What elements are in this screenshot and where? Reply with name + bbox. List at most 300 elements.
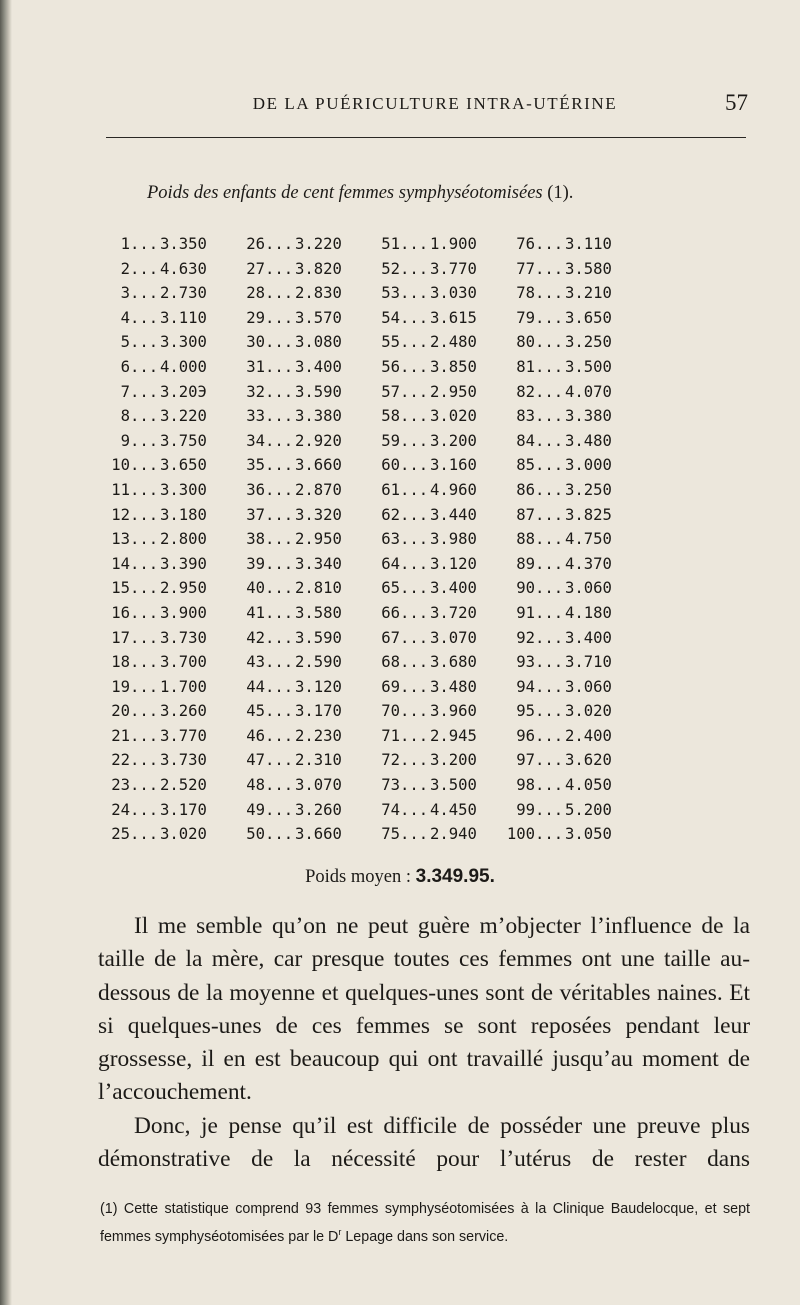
patient-number: 13: [111, 530, 130, 549]
birth-weight: 2.920: [295, 431, 342, 450]
table-row: [100, 503, 640, 528]
leader-dots: ...: [400, 308, 429, 327]
table-cell: [235, 798, 370, 823]
patient-number: 32: [246, 382, 265, 401]
leader-dots: ...: [535, 603, 564, 622]
leader-dots: ...: [535, 677, 564, 696]
birth-weight: 3.660: [295, 456, 342, 475]
leader-dots: ...: [535, 702, 564, 721]
leader-dots: ...: [400, 579, 429, 598]
birth-weight: 4.180: [565, 603, 612, 622]
table-row: [100, 576, 640, 601]
patient-number: 25: [111, 825, 130, 844]
table-row: [100, 281, 640, 306]
leader-dots: ...: [400, 480, 429, 499]
patient-number: 71: [381, 726, 400, 745]
table-cell: [100, 429, 235, 454]
patient-number: 76: [516, 235, 535, 253]
leader-dots: ...: [130, 554, 159, 573]
table-cell: [100, 822, 235, 847]
table-cell: [100, 798, 235, 823]
table-row: [100, 675, 640, 700]
patient-number: 34: [246, 431, 265, 450]
leader-dots: ...: [535, 382, 564, 401]
birth-weight: 4.450: [430, 800, 477, 819]
patient-number: 96: [516, 726, 535, 745]
leader-dots: ...: [265, 825, 294, 844]
patient-number: 39: [246, 554, 265, 573]
table-cell: [370, 281, 505, 306]
birth-weight: 3.300: [160, 333, 207, 352]
leader-dots: ...: [400, 628, 429, 647]
table-cell: [100, 699, 235, 724]
patient-number: 4: [120, 308, 130, 327]
table-cell: [235, 306, 370, 331]
patient-number: 92: [516, 628, 535, 647]
leader-dots: ...: [265, 554, 294, 573]
birth-weight: 3.825: [565, 505, 612, 524]
table-cell: [235, 355, 370, 380]
patient-number: 19: [111, 677, 130, 696]
table-cell: [100, 601, 235, 626]
birth-weight: 3.380: [295, 407, 342, 426]
table-cell: [505, 699, 640, 724]
patient-number: 65: [381, 579, 400, 598]
table-cell: [505, 675, 640, 700]
patient-number: 88: [516, 530, 535, 549]
table-cell: [370, 404, 505, 429]
leader-dots: ...: [535, 825, 564, 844]
table-cell: [370, 675, 505, 700]
patient-number: 66: [381, 603, 400, 622]
patient-number: 82: [516, 382, 535, 401]
birth-weight: 3.170: [295, 702, 342, 721]
patient-number: 59: [381, 431, 400, 450]
birth-weight: 2.520: [160, 776, 207, 795]
patient-number: 90: [516, 579, 535, 598]
caption-note-ref: (1).: [547, 183, 574, 203]
table-row: [100, 552, 640, 577]
leader-dots: ...: [265, 579, 294, 598]
birth-weight: 2.810: [295, 579, 342, 598]
patient-number: 63: [381, 530, 400, 549]
patient-number: 48: [246, 776, 265, 795]
page-number: 57: [725, 90, 748, 115]
table-cell: [235, 503, 370, 528]
table-cell: [235, 404, 370, 429]
table-cell: [505, 822, 640, 847]
patient-number: 7: [120, 382, 130, 401]
birth-weight: 3.680: [430, 653, 477, 672]
birth-weight: 3.900: [160, 603, 207, 622]
birth-weight: 2.950: [295, 530, 342, 549]
table-cell: [100, 552, 235, 577]
leader-dots: ...: [535, 751, 564, 770]
birth-weight: 3.660: [295, 825, 342, 844]
table-cell: [505, 429, 640, 454]
leader-dots: ...: [130, 825, 159, 844]
leader-dots: ...: [400, 677, 429, 696]
patient-number: 54: [381, 308, 400, 327]
patient-number: 55: [381, 333, 400, 352]
leader-dots: ...: [265, 530, 294, 549]
birth-weight: 3.020: [565, 702, 612, 721]
birth-weight: 3.730: [160, 751, 207, 770]
birth-weight: 3.110: [160, 308, 207, 327]
birth-weight: 3.590: [295, 628, 342, 647]
leader-dots: ...: [265, 308, 294, 327]
table-row: [100, 478, 640, 503]
leader-dots: ...: [400, 776, 429, 795]
birth-weight: 1.900: [430, 235, 477, 253]
leader-dots: ...: [265, 603, 294, 622]
running-title: DE LA PUÉRICULTURE INTRA-UTÉRINE: [252, 94, 618, 113]
patient-number: 12: [111, 505, 130, 524]
table-caption: [147, 183, 767, 204]
leader-dots: ...: [400, 653, 429, 672]
birth-weight: 3.570: [295, 308, 342, 327]
table-cell: [505, 503, 640, 528]
patient-number: 51: [381, 235, 400, 253]
birth-weight: 4.070: [565, 382, 612, 401]
body-text: [98, 910, 750, 1176]
birth-weight: 3.350: [160, 235, 207, 253]
patient-number: 42: [246, 628, 265, 647]
leader-dots: ...: [400, 235, 429, 253]
birth-weight: 2.870: [295, 480, 342, 499]
table-cell: [100, 453, 235, 478]
patient-number: 5: [120, 333, 130, 352]
patient-number: 79: [516, 308, 535, 327]
leader-dots: ...: [265, 726, 294, 745]
table-cell: [100, 281, 235, 306]
caption-text: Poids des enfants de cent femmes symphyséotomisées: [147, 183, 543, 203]
birth-weight: 3.770: [430, 259, 477, 278]
leader-dots: ...: [265, 505, 294, 524]
birth-weight: 3.700: [160, 653, 207, 672]
patient-number: 6: [120, 357, 130, 376]
birth-weight: 2.400: [565, 726, 612, 745]
patient-number: 89: [516, 554, 535, 573]
mean-weight: [0, 866, 800, 888]
table-cell: [235, 748, 370, 773]
table-cell: [505, 552, 640, 577]
leader-dots: ...: [265, 259, 294, 278]
birth-weight: 3.590: [295, 382, 342, 401]
header-rule: [106, 137, 746, 138]
table-row: [100, 380, 640, 405]
patient-number: 58: [381, 407, 400, 426]
table-cell: [100, 380, 235, 405]
mean-label: Poids moyen :: [305, 867, 411, 887]
patient-number: 20: [111, 702, 130, 721]
birth-weight: 3.720: [430, 603, 477, 622]
leader-dots: ...: [400, 382, 429, 401]
birth-weight: 3.400: [295, 357, 342, 376]
table-cell: [370, 626, 505, 651]
patient-number: 41: [246, 603, 265, 622]
table-cell: [370, 798, 505, 823]
table-cell: [370, 699, 505, 724]
patient-number: 91: [516, 603, 535, 622]
leader-dots: ...: [265, 382, 294, 401]
table-cell: [505, 626, 640, 651]
birth-weight: 3.480: [565, 431, 612, 450]
table-row: [100, 330, 640, 355]
table-cell: [235, 527, 370, 552]
table-row: [100, 626, 640, 651]
patient-number: 3: [120, 284, 130, 303]
birth-weight: 3.060: [565, 579, 612, 598]
birth-weight: 3.070: [430, 628, 477, 647]
birth-weight: 3.400: [565, 628, 612, 647]
leader-dots: ...: [535, 480, 564, 499]
birth-weight: 3.380: [565, 407, 612, 426]
patient-number: 30: [246, 333, 265, 352]
patient-number: 69: [381, 677, 400, 696]
table-cell: [505, 257, 640, 282]
leader-dots: ...: [265, 456, 294, 475]
patient-number: 9: [120, 431, 130, 450]
table-cell: [505, 798, 640, 823]
table-cell: [370, 306, 505, 331]
patient-number: 22: [111, 751, 130, 770]
leader-dots: ...: [130, 677, 159, 696]
patient-number: 67: [381, 628, 400, 647]
patient-number: 83: [516, 407, 535, 426]
table-cell: [370, 355, 505, 380]
book-spine-shadow: [0, 0, 12, 1305]
table-cell: [505, 773, 640, 798]
leader-dots: ...: [130, 603, 159, 622]
leader-dots: ...: [265, 480, 294, 499]
table-cell: [505, 404, 640, 429]
table-row: [100, 257, 640, 282]
leader-dots: ...: [400, 505, 429, 524]
table-cell: [100, 675, 235, 700]
birth-weight: 3.260: [160, 702, 207, 721]
leader-dots: ...: [130, 259, 159, 278]
patient-number: 61: [381, 480, 400, 499]
patient-number: 80: [516, 333, 535, 352]
footnote: [100, 1198, 750, 1249]
leader-dots: ...: [535, 653, 564, 672]
leader-dots: ...: [400, 357, 429, 376]
patient-number: 70: [381, 702, 400, 721]
table-cell: [505, 281, 640, 306]
table-row: [100, 306, 640, 331]
table-row: [100, 650, 640, 675]
table-cell: [505, 748, 640, 773]
birth-weight: 3.250: [565, 480, 612, 499]
table-row: [100, 429, 640, 454]
birth-weight: 3.500: [565, 357, 612, 376]
birth-weight: 3.020: [160, 825, 207, 844]
table-cell: [235, 773, 370, 798]
patient-number: 10: [111, 456, 130, 475]
leader-dots: ...: [130, 333, 159, 352]
table-cell: [100, 478, 235, 503]
table-cell: [370, 257, 505, 282]
mean-value: 3.349.95.: [415, 866, 495, 887]
leader-dots: ...: [400, 554, 429, 573]
leader-dots: ...: [265, 357, 294, 376]
table-cell: [505, 355, 640, 380]
patient-number: 50: [246, 825, 265, 844]
patient-number: 84: [516, 431, 535, 450]
birth-weight: 3.340: [295, 554, 342, 573]
birth-weight: 3.200: [430, 751, 477, 770]
leader-dots: ...: [265, 702, 294, 721]
patient-number: 35: [246, 456, 265, 475]
table-cell: [370, 601, 505, 626]
table-cell: [505, 650, 640, 675]
patient-number: 15: [111, 579, 130, 598]
table-row: [100, 453, 640, 478]
birth-weight: 2.310: [295, 751, 342, 770]
table-cell: [235, 822, 370, 847]
table-cell: [235, 675, 370, 700]
leader-dots: ...: [535, 579, 564, 598]
table-cell: [235, 650, 370, 675]
birth-weight: 3.120: [295, 677, 342, 696]
birth-weight: 2.950: [160, 579, 207, 598]
patient-number: 23: [111, 776, 130, 795]
patient-number: 33: [246, 407, 265, 426]
patient-number: 94: [516, 677, 535, 696]
table-cell: [235, 576, 370, 601]
table-cell: [235, 330, 370, 355]
table-row: [100, 601, 640, 626]
patient-number: 97: [516, 751, 535, 770]
birth-weight: 3.440: [430, 505, 477, 524]
birth-weight: 1.700: [160, 677, 207, 696]
patient-number: 95: [516, 702, 535, 721]
table-cell: [505, 724, 640, 749]
table-row: [100, 724, 640, 749]
leader-dots: ...: [130, 628, 159, 647]
patient-number: 43: [246, 653, 265, 672]
birth-weight: 3.850: [430, 357, 477, 376]
patient-number: 40: [246, 579, 265, 598]
birth-weight: 2.945: [430, 726, 477, 745]
leader-dots: ...: [265, 751, 294, 770]
leader-dots: ...: [265, 284, 294, 303]
birth-weight: 2.730: [160, 284, 207, 303]
table-cell: [235, 601, 370, 626]
leader-dots: ...: [400, 456, 429, 475]
birth-weight: 4.370: [565, 554, 612, 573]
paragraph-1: Il me semble qu’on ne peut guère m’objecter l’influence de la taille de la mère, car presque toutes ces femmes ont une taille au-dessous de la moyenne et quelques-unes sont de véritables naines. Et si quelques-unes de ces femmes se sont reposées pendant leur grossesse, il en est beaucoup qui ont travaillé jusqu’au moment de l’accouchement.: [98, 913, 750, 1106]
birth-weight: 3.770: [160, 726, 207, 745]
leader-dots: ...: [130, 800, 159, 819]
leader-dots: ...: [400, 284, 429, 303]
birth-weight: 3.300: [160, 480, 207, 499]
birth-weight: 2.480: [430, 333, 477, 352]
leader-dots: ...: [535, 431, 564, 450]
birth-weight: 3.080: [295, 333, 342, 352]
birth-weight: 3.400: [430, 579, 477, 598]
leader-dots: ...: [265, 235, 294, 253]
patient-number: 37: [246, 505, 265, 524]
patient-number: 38: [246, 530, 265, 549]
birth-weight: 3.070: [295, 776, 342, 795]
leader-dots: ...: [265, 333, 294, 352]
table-cell: [235, 281, 370, 306]
birth-weight: 3.170: [160, 800, 207, 819]
table-cell: [235, 478, 370, 503]
birth-weight: 3.710: [565, 653, 612, 672]
patient-number: 44: [246, 677, 265, 696]
leader-dots: ...: [130, 776, 159, 795]
leader-dots: ...: [265, 677, 294, 696]
table-cell: [235, 429, 370, 454]
leader-dots: ...: [535, 726, 564, 745]
leader-dots: ...: [130, 407, 159, 426]
table-cell: [370, 822, 505, 847]
patient-number: 24: [111, 800, 130, 819]
birth-weight: 3.210: [565, 284, 612, 303]
leader-dots: ...: [535, 456, 564, 475]
birth-weight: 3.650: [160, 456, 207, 475]
patient-number: 26: [246, 235, 265, 253]
patient-number: 78: [516, 284, 535, 303]
leader-dots: ...: [400, 726, 429, 745]
table-cell: [370, 724, 505, 749]
birth-weight: 4.960: [430, 480, 477, 499]
patient-number: 52: [381, 259, 400, 278]
birth-weight: 3.260: [295, 800, 342, 819]
patient-number: 53: [381, 284, 400, 303]
patient-number: 56: [381, 357, 400, 376]
birth-weight: 3.580: [295, 603, 342, 622]
leader-dots: ...: [535, 800, 564, 819]
table-cell: [100, 773, 235, 798]
table-cell: [235, 257, 370, 282]
table-row: [100, 773, 640, 798]
table-cell: [505, 576, 640, 601]
table-cell: [100, 576, 235, 601]
leader-dots: ...: [400, 407, 429, 426]
leader-dots: ...: [535, 259, 564, 278]
table-cell: [505, 601, 640, 626]
birth-weight: 3.390: [160, 554, 207, 573]
birth-weight: 3.750: [160, 431, 207, 450]
birth-weight: 2.830: [295, 284, 342, 303]
leader-dots: ...: [130, 431, 159, 450]
patient-number: 73: [381, 776, 400, 795]
birth-weight: 3.615: [430, 308, 477, 327]
birth-weight: 3.120: [430, 554, 477, 573]
table-cell: [100, 355, 235, 380]
leader-dots: ...: [265, 800, 294, 819]
leader-dots: ...: [130, 726, 159, 745]
table-cell: [235, 626, 370, 651]
leader-dots: ...: [535, 235, 564, 253]
table-cell: [235, 552, 370, 577]
patient-number: 11: [111, 480, 130, 499]
table-cell: [100, 257, 235, 282]
patient-number: 77: [516, 259, 535, 278]
patient-number: 57: [381, 382, 400, 401]
leader-dots: ...: [130, 235, 159, 253]
leader-dots: ...: [400, 333, 429, 352]
table-cell: [100, 626, 235, 651]
leader-dots: ...: [535, 357, 564, 376]
leader-dots: ...: [400, 751, 429, 770]
patient-number: 18: [111, 653, 130, 672]
table-cell: [235, 453, 370, 478]
